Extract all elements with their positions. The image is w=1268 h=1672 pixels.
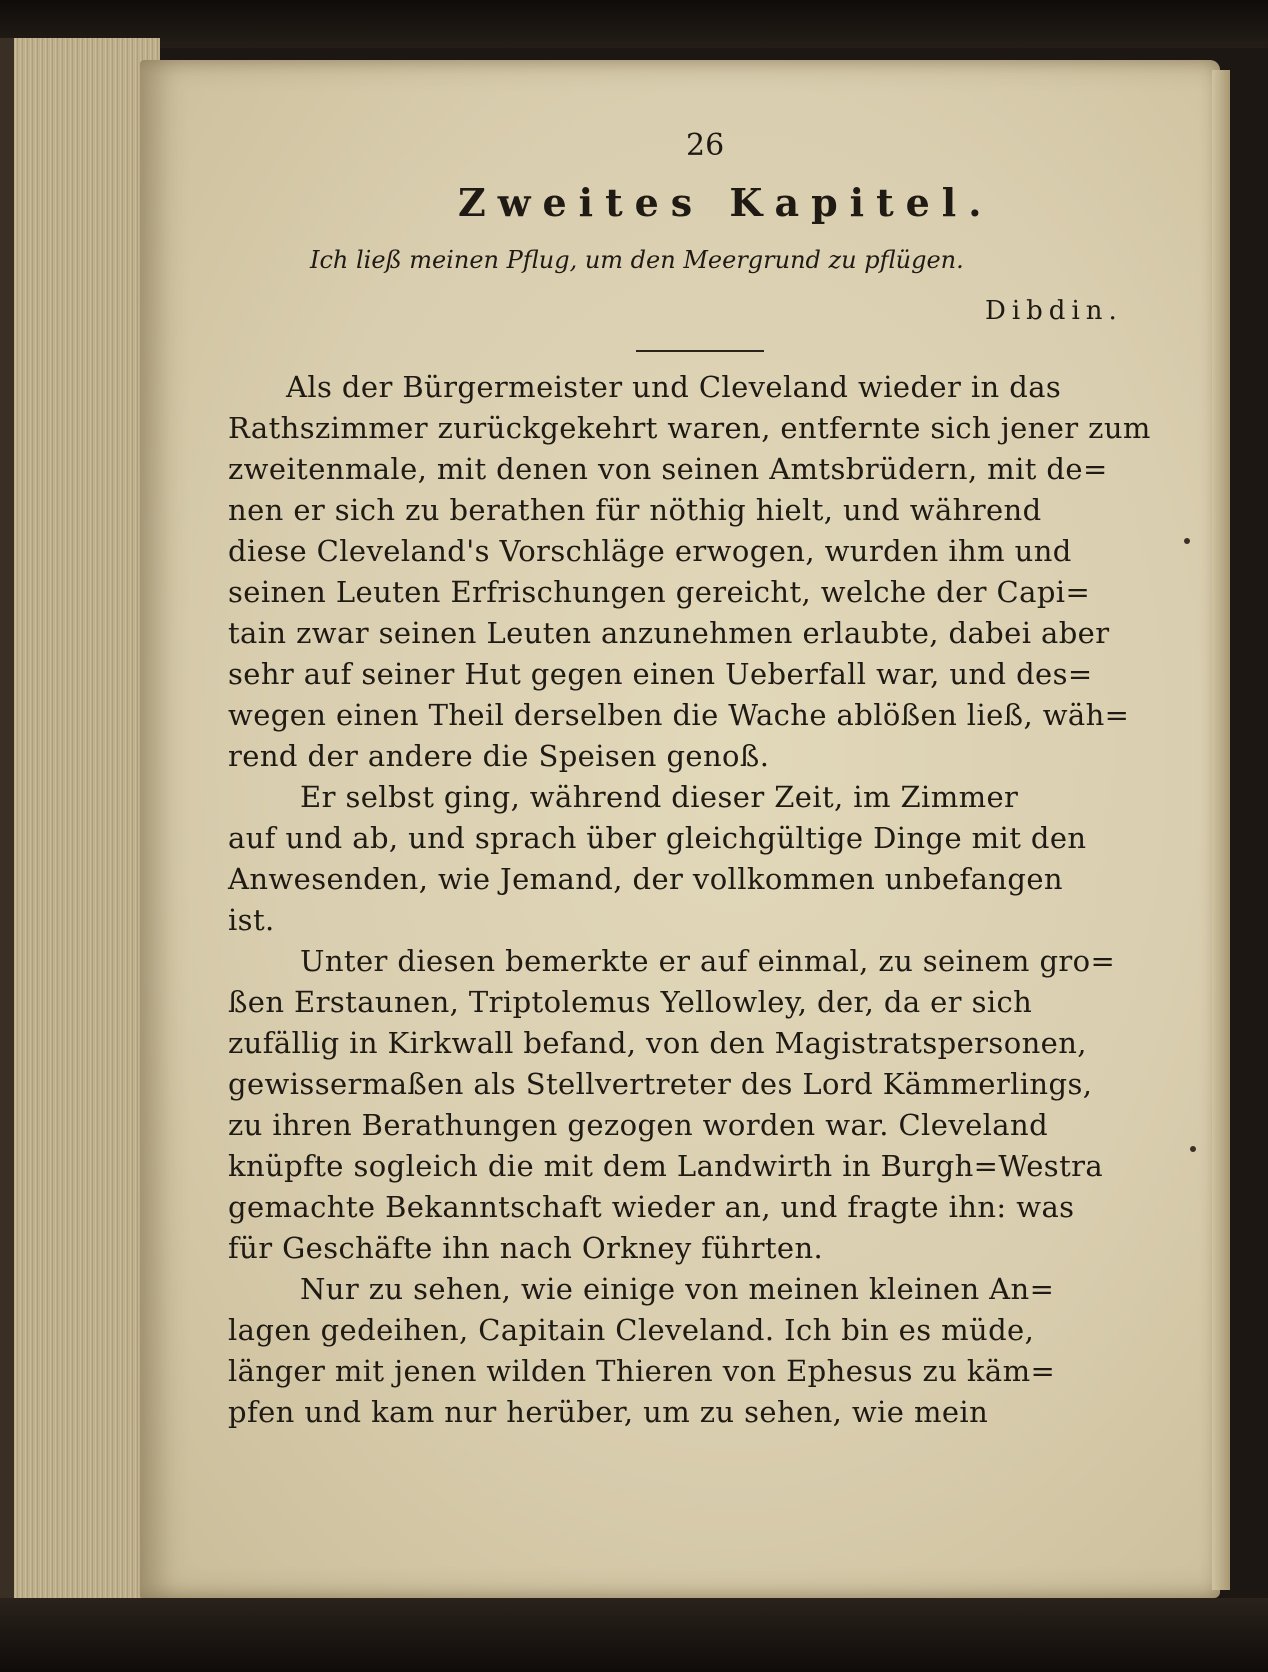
body-line: tain zwar seinen Leuten anzunehmen erlaubte, dabei aber	[228, 616, 1110, 650]
body-line: Anwesenden, wie Jemand, der vollkommen unbefangen	[228, 862, 1063, 896]
body-line: diese Cleveland's Vorschläge erwogen, wurden ihm und	[228, 534, 1072, 568]
body-line: gemachte Bekanntschaft wieder an, und fragte ihn: was	[228, 1190, 1075, 1224]
ink-smudge	[1184, 538, 1190, 544]
body-line: Er selbst ging, während dieser Zeit, im Zimmer	[300, 780, 1019, 814]
body-line: zu ihren Berathungen gezogen worden war. Cleveland	[228, 1108, 1049, 1142]
body-line: lagen gedeihen, Capitain Cleveland. Ich bin es müde,	[228, 1313, 1035, 1347]
body-line: für Geschäfte ihn nach Orkney führten.	[228, 1231, 824, 1265]
section-divider	[636, 350, 764, 352]
body-line: sehr auf seiner Hut gegen einen Ueberfall war, und des=	[228, 657, 1093, 691]
body-line: Als der Bürgermeister und Cleveland wieder in das	[286, 370, 1062, 404]
body-line: zufällig in Kirkwall befand, von den Magistratspersonen,	[228, 1026, 1087, 1060]
page-stack-edges	[0, 38, 160, 1608]
body-line: pfen und kam nur herüber, um zu sehen, wie mein	[228, 1395, 989, 1429]
body-line: ist.	[228, 903, 275, 937]
page-right-edge	[1212, 70, 1230, 1590]
page-number: 26	[686, 128, 725, 163]
body-line: ßen Erstaunen, Triptolemus Yellowley, der, da er sich	[228, 985, 1033, 1019]
body-line: länger mit jenen wilden Thieren von Ephesus zu käm=	[228, 1354, 1056, 1388]
epigraph: Ich ließ meinen Pflug, um den Meergrund zu pflügen.	[310, 246, 964, 274]
body-line: zweitenmale, mit denen von seinen Amtsbrüdern, mit de=	[228, 452, 1108, 486]
body-line: knüpfte sogleich die mit dem Landwirth in Burgh=Westra	[228, 1149, 1104, 1183]
body-line: Nur zu sehen, wie einige von meinen kleinen An=	[300, 1272, 1055, 1306]
body-line: gewissermaßen als Stellvertreter des Lord Kämmerlings,	[228, 1067, 1093, 1101]
body-line: seinen Leuten Erfrischungen gereicht, welche der Capi=	[228, 575, 1091, 609]
epigraph-attribution: Dibdin.	[985, 296, 1123, 326]
body-line: nen er sich zu berathen für nöthig hielt, und während	[228, 493, 1042, 527]
body-line: Rathszimmer zurückgekehrt waren, entfernte sich jener zum	[228, 411, 1151, 445]
book-top-edge	[0, 0, 1268, 48]
body-line: wegen einen Theil derselben die Wache ablößen ließ, wäh=	[228, 698, 1130, 732]
body-line: Unter diesen bemerkte er auf einmal, zu seinem gro=	[300, 944, 1116, 978]
body-line: rend der andere die Speisen genoß.	[228, 739, 770, 773]
book-bottom-edge	[0, 1598, 1268, 1672]
ink-smudge	[1190, 1146, 1196, 1152]
body-line: auf und ab, und sprach über gleichgültige Dinge mit den	[228, 821, 1087, 855]
chapter-title: Zweites Kapitel.	[458, 180, 994, 225]
